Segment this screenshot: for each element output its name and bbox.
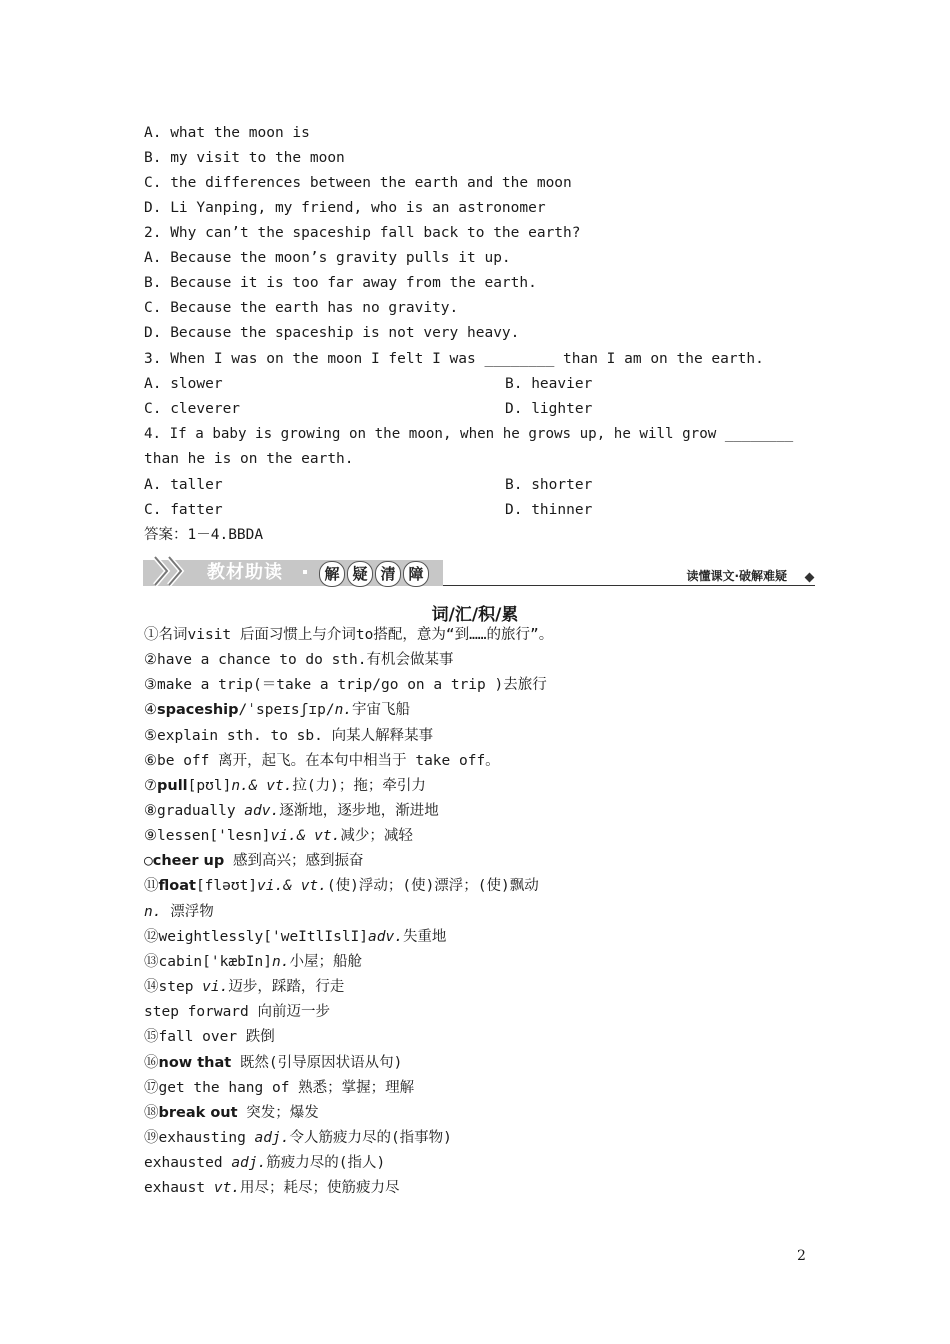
vocab-meaning: 感到高兴；感到振奋 bbox=[224, 853, 364, 869]
q1-option-c: C. the differences between the earth and the moon bbox=[144, 175, 572, 191]
banner-rule bbox=[443, 585, 815, 586]
vocab-item-6: ⑥be off 离开，起飞。在本句中相当于 take off。 bbox=[144, 753, 500, 769]
q4-option-d: D. thinner bbox=[505, 502, 593, 518]
vocab-item-5: ⑤explain sth. to sb. 向某人解释某事 bbox=[144, 728, 434, 744]
vocab-pos: adj. bbox=[231, 1155, 267, 1171]
banner-circled-chars bbox=[319, 561, 429, 587]
q2-option-b: B. Because it is too far away from the earth. bbox=[144, 275, 537, 291]
vocab-word: ⑧gradually bbox=[144, 803, 245, 819]
vocab-phonetic: [pʊl] bbox=[187, 778, 232, 794]
vocab-meaning: 拉(力)；拖；牵引力 bbox=[292, 778, 426, 794]
vocab-item-3: ③make a trip(＝take a trip/go on a trip )去旅行 bbox=[144, 677, 547, 693]
vocab-item-18 bbox=[144, 1103, 319, 1123]
vocab-word: ⑲exhausting bbox=[144, 1130, 255, 1146]
q2-option-c: C. Because the earth has no gravity. bbox=[144, 300, 459, 316]
vocab-pos: n.& vt. bbox=[231, 778, 293, 794]
banner-separator-dot bbox=[303, 570, 307, 574]
section-title: 词/汇/积/累 bbox=[431, 605, 519, 625]
vocab-pos: vi.& vt. bbox=[257, 878, 327, 894]
vocab-pos: vi.& vt. bbox=[270, 828, 341, 844]
q1-option-a: A. what the moon is bbox=[144, 125, 310, 141]
vocab-item-19 bbox=[144, 1128, 452, 1148]
q3-stem: 3. When I was on the moon I felt I was ________ than I am on the earth. bbox=[144, 351, 764, 367]
banner-char: 解 bbox=[319, 561, 345, 587]
vocab-meaning: 失重地 bbox=[402, 929, 447, 945]
vocab-item-2: ②have a chance to do sth.有机会做某事 bbox=[144, 652, 454, 668]
vocab-item-13 bbox=[144, 952, 362, 972]
q4-option-a: A. taller bbox=[144, 477, 223, 493]
q4-stem-line2: than he is on the earth. bbox=[144, 451, 354, 467]
vocab-word: ⑬cabin['kæbIn] bbox=[144, 954, 272, 970]
q3-option-b: B. heavier bbox=[505, 376, 593, 392]
vocab-phonetic: [fləʊt] bbox=[195, 878, 258, 894]
vocab-word: ⑫weightlessly['weItlIslI] bbox=[144, 929, 369, 945]
vocab-word: exhausted bbox=[144, 1155, 232, 1171]
vocab-num: ⑦ bbox=[144, 778, 157, 794]
vocab-meaning: 用尽；耗尽；使筋疲力尽 bbox=[240, 1180, 400, 1196]
vocab-pos: adj. bbox=[254, 1130, 290, 1146]
vocab-item-11 bbox=[144, 876, 539, 896]
banner-char: 障 bbox=[403, 561, 429, 587]
vocab-item-14b: step forward 向前迈一步 bbox=[144, 1004, 330, 1020]
vocab-phonetic: /ˈspeɪsʃɪp/ bbox=[238, 702, 335, 718]
vocab-meaning: 迈步，踩踏，行走 bbox=[228, 979, 345, 995]
vocab-meaning: 逐渐地，逐步地，渐进地 bbox=[279, 803, 439, 819]
vocab-item-12 bbox=[144, 927, 446, 947]
q1-option-b: B. my visit to the moon bbox=[144, 150, 345, 166]
vocab-word: ⑭step bbox=[144, 979, 203, 995]
vocab-item-17: ⑰get the hang of 熟悉；掌握；理解 bbox=[144, 1080, 415, 1096]
vocab-item-10 bbox=[144, 851, 363, 871]
vocab-word: now that bbox=[158, 1055, 232, 1071]
vocab-item-19c bbox=[144, 1178, 400, 1198]
vocab-pos: adv. bbox=[368, 929, 403, 945]
vocab-item-7 bbox=[144, 776, 426, 796]
vocab-meaning: 漂浮物 bbox=[161, 904, 214, 920]
banner-right-label: 读懂课文·破解难疑 bbox=[686, 569, 787, 583]
vocab-meaning: 减少；减轻 bbox=[340, 828, 413, 844]
vocab-pos: n. bbox=[334, 702, 353, 718]
banner-char: 疑 bbox=[347, 561, 373, 587]
vocab-num: ○ bbox=[144, 853, 153, 869]
q2-option-a: A. Because the moon’s gravity pulls it up. bbox=[144, 250, 511, 266]
vocab-pos: n. bbox=[144, 904, 162, 920]
vocab-item-1: ①名词visit 后面习惯上与介词to搭配，意为“到……的旅行”。 bbox=[144, 627, 554, 643]
vocab-meaning: 既然(引导原因状语从句) bbox=[231, 1055, 403, 1071]
vocab-word: break out bbox=[158, 1105, 238, 1121]
vocab-item-9 bbox=[144, 826, 413, 846]
vocab-num: ⑯ bbox=[144, 1055, 159, 1071]
vocab-item-8 bbox=[144, 801, 439, 821]
vocab-meaning: 小屋；船舱 bbox=[289, 954, 362, 970]
diamond-icon bbox=[805, 573, 815, 583]
q3-option-d: D. lighter bbox=[505, 401, 593, 417]
q4-option-b: B. shorter bbox=[505, 477, 593, 493]
double-chevron-icon bbox=[151, 554, 191, 588]
banner-title: 教材助读 bbox=[207, 562, 283, 583]
vocab-item-16 bbox=[144, 1053, 402, 1073]
vocab-item-4 bbox=[144, 700, 410, 720]
vocab-word: spaceship bbox=[157, 702, 239, 718]
vocab-word: ⑨lessen['lesn] bbox=[144, 828, 271, 844]
q3-option-c: C. cleverer bbox=[144, 401, 241, 417]
banner-char: 清 bbox=[375, 561, 401, 587]
vocab-word: pull bbox=[157, 778, 188, 794]
vocab-meaning: 令人筋疲力尽的(指事物) bbox=[289, 1130, 452, 1146]
vocab-meaning: 突发；爆发 bbox=[237, 1105, 319, 1121]
vocab-num: ⑪ bbox=[144, 878, 159, 894]
vocab-meaning: (使)浮动；(使)漂浮；(使)飘动 bbox=[326, 878, 539, 894]
vocab-word: exhaust bbox=[144, 1180, 214, 1196]
q4-option-c: C. fatter bbox=[144, 502, 223, 518]
answer-key: 答案：1－4.BBDA bbox=[144, 527, 264, 543]
vocab-word: float bbox=[158, 878, 196, 894]
vocab-pos: vt. bbox=[213, 1180, 241, 1196]
vocab-item-11b bbox=[144, 902, 214, 922]
vocab-pos: vi. bbox=[202, 979, 229, 995]
vocab-pos: n. bbox=[272, 954, 290, 970]
q2-stem: 2. Why can’t the spaceship fall back to the earth? bbox=[144, 225, 581, 241]
vocab-num: ④ bbox=[144, 702, 157, 718]
vocab-item-14 bbox=[144, 977, 344, 997]
q4-stem-line1: 4. If a baby is growing on the moon, when he grows up, he will grow ________ bbox=[144, 426, 794, 442]
vocab-meaning: 筋疲力尽的(指人) bbox=[266, 1155, 386, 1171]
vocab-item-15: ⑮fall over 跌倒 bbox=[144, 1029, 275, 1045]
vocab-item-19b bbox=[144, 1153, 385, 1173]
vocab-word: cheer up bbox=[152, 853, 225, 869]
q2-option-d: D. Because the spaceship is not very heavy. bbox=[144, 325, 520, 341]
q3-option-a: A. slower bbox=[144, 376, 223, 392]
vocab-pos: adv. bbox=[244, 803, 280, 819]
section-banner bbox=[143, 554, 815, 588]
vocab-meaning: 宇宙飞船 bbox=[352, 702, 411, 718]
vocab-num: ⑱ bbox=[144, 1105, 159, 1121]
q1-option-d: D. Li Yanping, my friend, who is an astronomer bbox=[144, 200, 546, 216]
page-number: 2 bbox=[797, 1248, 806, 1264]
